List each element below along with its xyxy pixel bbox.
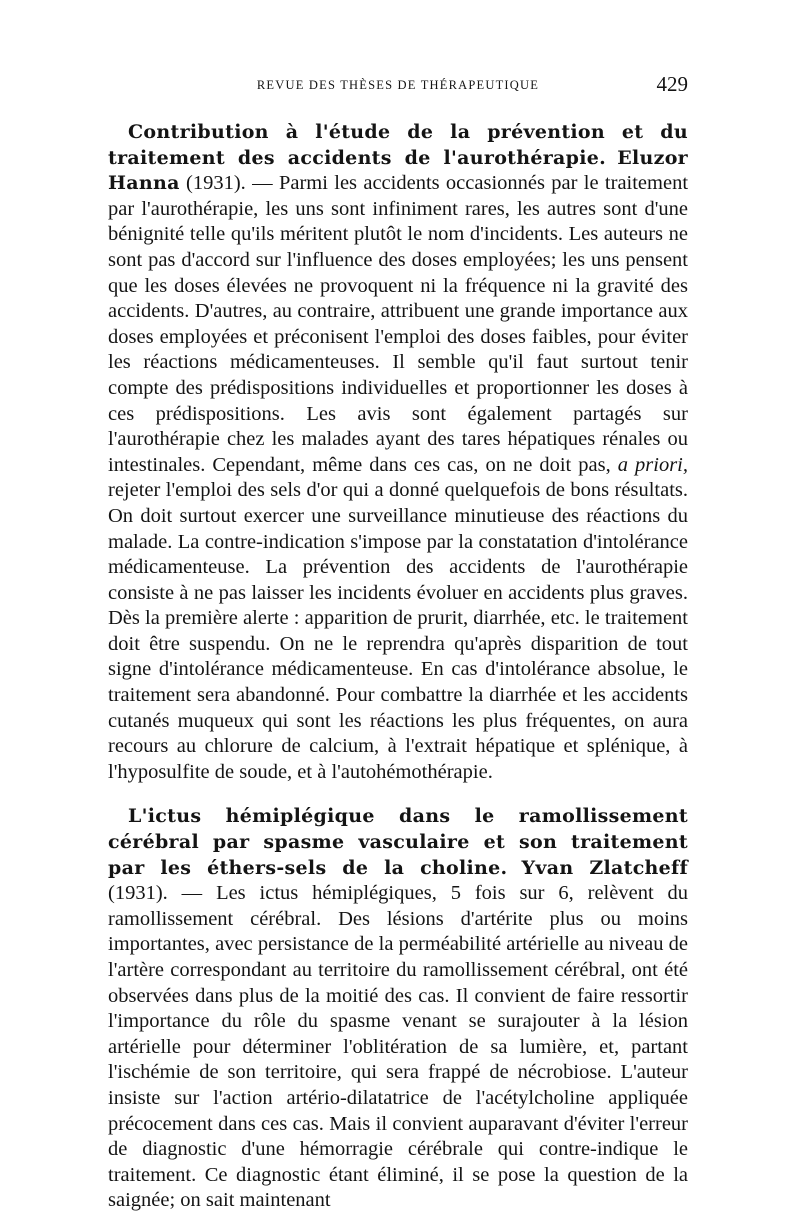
- abstract-entry-1: [108, 120, 688, 785]
- running-header: [108, 72, 688, 98]
- entry-author: Eluzor Hanna: [108, 146, 688, 195]
- entry-title: L'ictus hémiplégique dans le ramollissement cérébral par spasme vasculaire et son traitement par les éthers-sels de la choline.: [108, 805, 688, 879]
- entry-body-end: rejeter l'emploi des sels d'or qui a donné quelquefois de bons résultats. On doit surtout exercer une surveillance minutieuse des réactions du malade. La contre-indication s'impose par la constatation d'intolérance médicamenteuse. La prévention des accidents de l'aurothérapie consiste à ne pas laisser les incidents évoluer en accidents plus graves. Dès la première alerte : apparition de prurit, diarrhée, etc. le traitement doit être suspendu. On ne le reprendra qu'après disparition de tout signe d'intolérance médicamenteuse. En cas d'intolérance absolue, le traitement sera abandonné. Pour combattre la diarrhée et les accidents cutanés muqueux qui sont les réactions les plus fréquentes, on aura recours au chlorure de calcium, à l'extrait hépatique et splénique, à l'hyposulfite de soude, et à l'autohémothérapie.: [108, 479, 688, 783]
- entry-italic-phrase: a priori,: [617, 453, 688, 476]
- entry-year: (1931).: [186, 172, 246, 195]
- entry-author: Yvan Zlatcheff: [521, 856, 689, 879]
- journal-title: REVUE DES THÈSES DE THÉRAPEUTIQUE: [256, 78, 540, 92]
- entry-dash: —: [252, 172, 273, 195]
- entry-year: (1931).: [108, 882, 168, 905]
- entry-title: Contribution à l'étude de la prévention et du traitement des accidents de l'aurothérapie.: [108, 121, 688, 169]
- entry-body: Les ictus hémiplégiques, 5 fois sur 6, relèvent du ramollissement cérébral. Des lésions d'artérite plus ou moins importantes, avec persistance de la perméabilité artérielle au niveau de l'artère correspondant au territoire du ramollissement cérébral, ont été observées dans plus de la moitié des cas. Il convient de faire ressortir l'importance du rôle du spasme venant se surajouter à la lésion artérielle pour déterminer l'oblitération de sa lumière, et, partant l'ischémie de son territoire, qui sera frappé de nécrobiose. L'auteur insiste sur l'action artério-dilatatrice de l'acétylcholine appliquée précocement dans ces cas. Mais il convient auparavant d'éviter l'erreur de diagnostic d'une hémorragie cérébrale qui contre-indique le traitement. Ce diagnostic étant éliminé, il se pose la question de la saignée; on sait maintenant: [108, 882, 689, 1212]
- page-number: 429: [656, 72, 688, 96]
- entry-dash: —: [181, 882, 203, 905]
- entry-body: Parmi les accidents occasionnés par le traitement par l'aurothérapie, les uns sont infiniment rares, les autres sont d'une bénignité telle qu'ils méritent plutôt le nom d'incidents. Les auteurs ne sont pas d'accord sur l'influence des doses employées; les uns pensent que les doses élevées ne provoquent ni la fréquence ni la gravité des accidents. D'autres, au contraire, attribuent une grande importance aux doses employées et préconisent l'emploi des doses faibles, pour éviter les réactions médicamenteuses. Il semble qu'il faut surtout tenir compte des prédispositions individuelles et proportionner les doses à ces prédispositions. Les avis sont également partagés sur l'aurothérapie chez les malades ayant des tares hépatiques rénales ou intestinales. Cependant, même dans ces cas, on ne doit pas,: [108, 172, 689, 476]
- abstract-entry-2: [108, 804, 688, 1214]
